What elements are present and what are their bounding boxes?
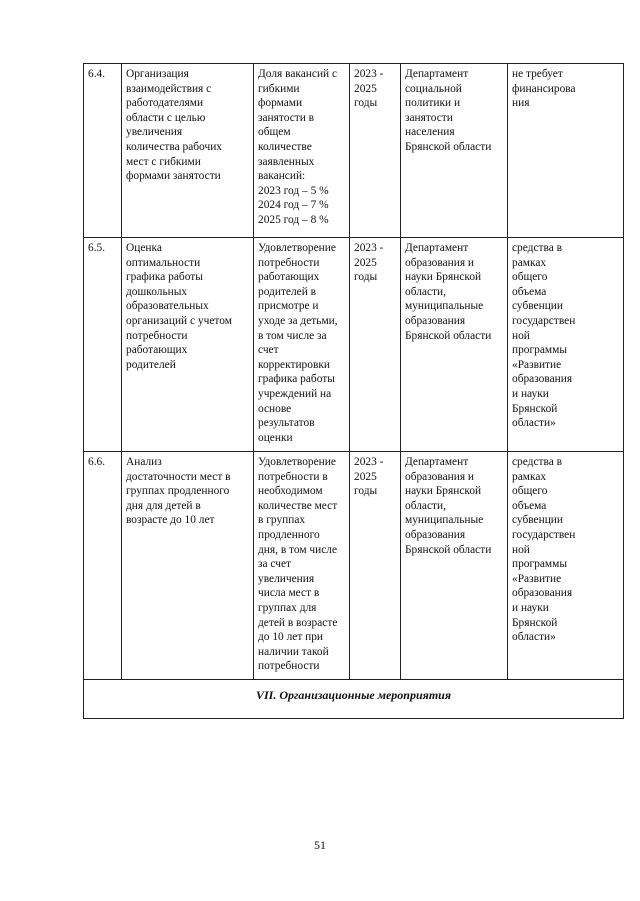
event-name: Анализ достаточности мест в группах продленного дня для детей в возрасте до 10 лет [122,452,254,680]
executor: Департамент социальной политики и занятости населения Брянской области [401,64,508,238]
table-row [84,452,624,680]
indicator: Удовлетворение потребности работающих родителей в присмотре и уходе за детьми, в том числе за счет корректировки графика работы учреждений на основе результатов оценки [254,238,350,452]
executor: Департамент образования и науки Брянской области, муниципальные образования Брянской области [401,452,508,680]
event-name: Оценка оптимальности графика работы дошкольных образовательных организаций с учетом потребности работающих родителей [122,238,254,452]
period: 2023 - 2025 годы [350,64,401,238]
measures-table [83,63,624,719]
indicator: Доля вакансий с гибкими формами занятости в общем количестве заявленных вакансий: 2023 год – 5 % 2024 год – 7 % 2025 год – 8 % [254,64,350,238]
period: 2023 - 2025 годы [350,452,401,680]
indicator: Удовлетворение потребности в необходимом количестве мест в группах продленного дня, в том числе за счет увеличения числа мест в группах для детей в возрасте до 10 лет при наличии такой потребности [254,452,350,680]
period: 2023 - 2025 годы [350,238,401,452]
table-row [84,64,624,238]
executor: Департамент образования и науки Брянской области, муниципальные образования Брянской области [401,238,508,452]
section-title: VII. Организационные мероприятия [84,680,624,719]
row-number: 6.4. [84,64,122,238]
row-number: 6.5. [84,238,122,452]
page-number: 51 [314,838,326,852]
funding-source: не требует финансирова ния [508,64,624,238]
row-number: 6.6. [84,452,122,680]
section-row [84,680,624,719]
event-name: Организация взаимодействия с работодателями области с целью увеличения количества рабочих мест с гибкими формами занятости [122,64,254,238]
funding-source: средства в рамках общего объема субвенции государствен ной программы «Развитие образования и науки Брянской области» [508,452,624,680]
funding-source: средства в рамках общего объема субвенции государствен ной программы «Развитие образования и науки Брянской области» [508,238,624,452]
table-row [84,238,624,452]
